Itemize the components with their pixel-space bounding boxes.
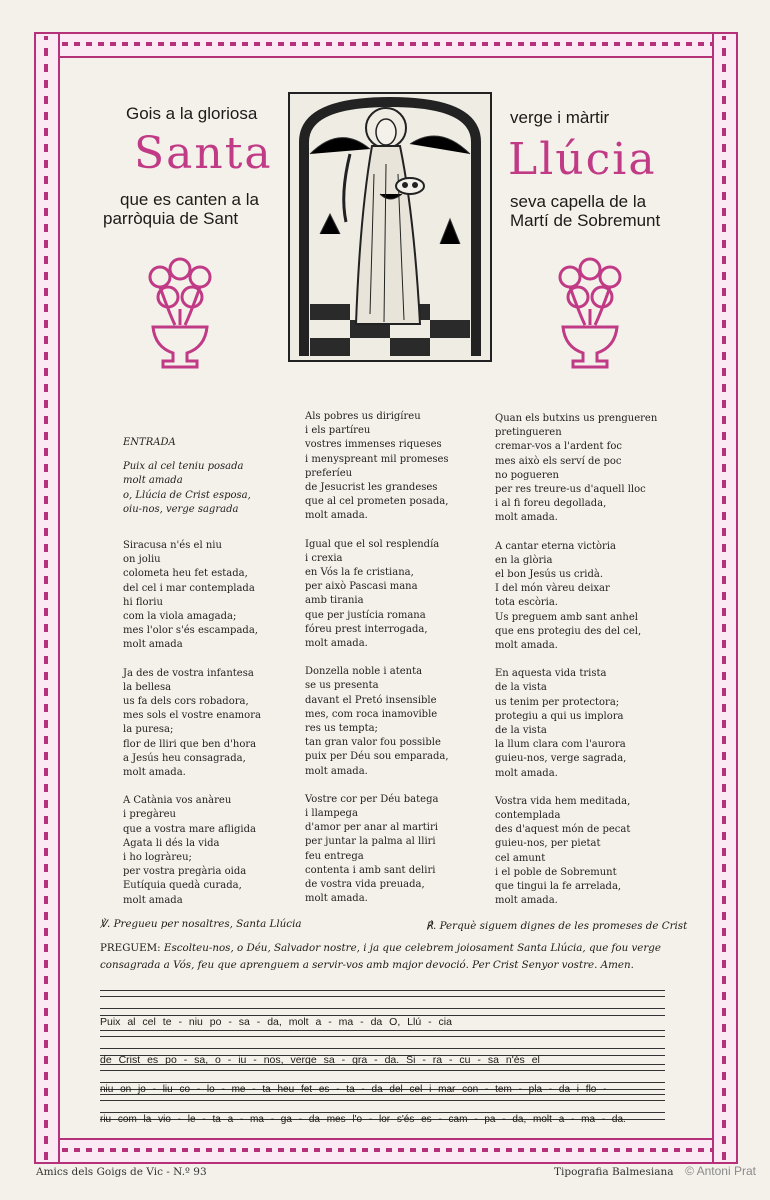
verse-line: Ja des de vostra infantesa — [123, 667, 254, 679]
verse-line: o, Llúcia de Crist esposa, — [123, 489, 251, 501]
verse-line: i els partíreu — [305, 425, 371, 437]
verse-line: i llampega — [305, 808, 358, 820]
flower-vase-left-icon — [135, 255, 225, 371]
verse-line: Us preguem amb sant anhel — [495, 611, 638, 623]
verse-line: que tingui la fe arrelada, — [495, 881, 622, 893]
verse-line: d'amor per anar al martiri — [305, 822, 438, 834]
verse-line: protegiu a qui us implora — [495, 710, 624, 722]
prayer-label: PREGUEM: — [100, 942, 161, 954]
verse-line: que ens protegiu des del cel, — [495, 625, 642, 637]
verse-line: i al fi foreu degollada, — [495, 498, 607, 510]
verse-line: que al cel prometen posada, — [305, 496, 449, 508]
watermark: © Antoni Prat — [685, 1164, 756, 1178]
verse-line: davant el Pretó insensible — [305, 694, 437, 706]
verse-line: la bellesa — [123, 681, 172, 693]
column-2 — [305, 410, 485, 921]
verse-line: vostres immenses riqueses — [305, 439, 442, 451]
prayer — [100, 940, 670, 974]
verse-line: Eutíquia quedà curada, — [123, 880, 242, 892]
verse-line: hi floriu — [123, 596, 163, 608]
stanza — [305, 410, 485, 524]
verse-line: colometa heu fet estada, — [123, 568, 248, 580]
verse-line: i ho logràreu; — [123, 852, 192, 864]
header-line1-left: Gois a la gloriosa — [126, 104, 258, 123]
column-1 — [123, 436, 293, 922]
verse-line: Quan els butxins us prengueren — [495, 413, 658, 424]
verse-line: molt amada — [123, 894, 183, 906]
verse-line: per vostra pregària oida — [123, 866, 247, 878]
verse-line: oiu-nos, verge sagrada — [123, 503, 239, 515]
verse-line: Vostre cor per Déu batega — [305, 793, 439, 805]
stanza — [123, 794, 293, 908]
verse-line: la puresa; — [123, 724, 174, 736]
verse-line: del cel i mar contemplada — [123, 582, 255, 594]
verse-line: Puix al cel teniu posada — [123, 461, 244, 473]
verse-line: En aquesta vida trista — [495, 668, 607, 680]
stanza — [495, 795, 670, 909]
verse-line: flor de lliri que ben d'hora — [123, 738, 257, 750]
verse-line: feu entrega — [305, 850, 364, 862]
verse-line: des d'aquest món de pecat — [495, 824, 631, 836]
verse-line: de la vista — [495, 682, 547, 694]
verse-line: per juntar la palma al lliri — [305, 836, 436, 848]
verse-line: de Jesucrist les grandeses — [305, 482, 438, 494]
saint-lucy-engraving — [288, 92, 492, 362]
music-lyrics-line: riu com la vio - le - ta a - ma - ga - da mes l'o - lor s'és es - cam - pa - da, molt a - ma - da. — [100, 1114, 626, 1125]
verse-line: molt amada. — [123, 767, 186, 779]
music-score — [100, 980, 670, 1130]
verse-line: us tenim per protectora; — [495, 696, 620, 708]
verse-line: i el poble de Sobremunt — [495, 866, 617, 878]
verse-line: de vostra vida preuada, — [305, 879, 425, 891]
verse-line: guieu-nos, verge sagrada, — [495, 753, 627, 765]
verse-line: per res treure-us d'aquell lloc — [495, 484, 646, 496]
verse-line: molt amada. — [305, 638, 368, 650]
verse-line: en Vós la fe cristiana, — [305, 567, 414, 579]
verse-line: tota escòria. — [495, 597, 558, 609]
entrada-stanza — [123, 436, 293, 517]
verse-line: molt amada. — [495, 895, 558, 907]
verse-line: i crexia — [305, 552, 343, 564]
verse-line: molt amada. — [305, 765, 368, 777]
response: ℟. Perquè siguem dignes de les promeses de Crist — [426, 920, 688, 932]
verse-line: per això Pascasi mana — [305, 581, 418, 593]
verse-line: mes sols el vostre enamora — [123, 710, 261, 722]
footer-left: Amics dels Goigs de Vic - N.º 93 — [36, 1166, 207, 1178]
stanza — [305, 665, 485, 779]
footer-right: Tipografia Balmesiana — [554, 1166, 674, 1178]
verse-line: preferíeu — [305, 467, 353, 479]
verse-line: molt amada. — [495, 767, 558, 779]
verse-line: guieu-nos, per pietat — [495, 838, 601, 850]
verse-line: molt amada. — [305, 893, 368, 905]
stanza — [495, 540, 670, 654]
verse-line: de la vista — [495, 725, 547, 737]
verse-line: contemplada — [495, 810, 561, 822]
verse-line: Vostra vida hem meditada, — [495, 795, 631, 807]
title-santa: Santa — [134, 128, 273, 179]
music-lyrics-line: Puix al cel te - niu po - sa - da, molt a - ma - da O, Llú - cia — [100, 1016, 452, 1028]
verse-line: a Jesús heu consagrada, — [123, 752, 246, 764]
music-lyrics-line: niu on jo - liu co - lo - me - ta heu fet es - ta - da del cel i mar con - tem - pla - da i flo - — [100, 1084, 607, 1095]
header-line3-left: parròquia de Sant — [103, 209, 239, 228]
stanza — [305, 793, 485, 907]
verse-line: molt amada. — [495, 512, 558, 524]
verse-line: Siracusa n'és el niu — [123, 540, 222, 552]
verse-line: molt amada — [123, 639, 183, 651]
stanza — [123, 667, 293, 781]
verse-line: tan gran valor fou possible — [305, 737, 441, 749]
border-right — [712, 32, 738, 1164]
stanza — [495, 667, 670, 781]
music-lyrics-line: de Crist es po - sa, o - iu - nos, verge sa - gra - da. Si - ra - cu - sa n'és el — [100, 1054, 540, 1066]
verse-line: mes, com roca inamovible — [305, 708, 438, 720]
verse-line: Igual que el sol resplendía — [305, 538, 440, 550]
versicle: ℣. Pregueu per nosaltres, Santa Llúcia — [100, 918, 302, 930]
verse-line: que per justícia romana — [305, 609, 426, 621]
verse-line: i pregàreu — [123, 809, 176, 821]
verse-line: A cantar eterna victòria — [495, 540, 616, 552]
verse-line: molt amada. — [305, 510, 368, 522]
verse-line: Als pobres us dirigíreu — [305, 411, 421, 422]
verse-line: A Catània vos anàreu — [123, 795, 232, 807]
verse-line: Agata li dés la vida — [123, 837, 220, 849]
verse-line: que a vostra mare afligida — [123, 823, 256, 835]
column-3 — [495, 412, 670, 923]
verse-line: molt amada — [123, 475, 183, 487]
entrada-heading: ENTRADA — [123, 437, 176, 448]
verse-line: com la viola amagada; — [123, 611, 237, 623]
music-staff — [100, 1030, 665, 1056]
verse-line: amb tirania — [305, 595, 364, 607]
verse-line: I del món vàreu deixar — [495, 583, 610, 595]
verse-line: se us presenta — [305, 680, 379, 692]
verse-line: cel amunt — [495, 852, 546, 864]
header-line1-right: verge i màrtir — [510, 108, 610, 127]
stanza — [305, 538, 485, 652]
verse-line: mes això els serví de poc — [495, 455, 622, 467]
border-top — [34, 32, 738, 58]
verse-line: on joliu — [123, 554, 161, 566]
verse-line: pretingueren — [495, 427, 562, 439]
verse-line: contenta i amb sant deliri — [305, 864, 436, 876]
header-line3-right: Martí de Sobremunt — [510, 211, 661, 230]
border-left — [34, 32, 60, 1164]
prayer-text: Escolteu-nos, o Déu, Salvador nostre, i ja que celebrem joiosament Santa Llúcia, que fou verge consagrada a Vós, feu que aprenguem a servir-vos amb major devoció. Per Crist Senyor vostre. Amen. — [100, 942, 661, 971]
stanza — [123, 539, 293, 653]
verse-line: mes l'olor s'és escampada, — [123, 625, 258, 637]
header-line2-left: que es canten a la — [120, 190, 259, 209]
verse-line: i menyspreant mil promeses — [305, 453, 449, 465]
verse-line: Donzella noble i atenta — [305, 666, 423, 678]
verse-line: en la glòria — [495, 554, 553, 566]
stanza — [495, 412, 670, 526]
verse-line: molt amada. — [495, 640, 558, 652]
verse-line: puix per Déu sou emparada, — [305, 751, 449, 763]
verse-line: no pogueren — [495, 469, 559, 481]
verse-line: cremar-vos a l'ardent foc — [495, 441, 622, 453]
verse-line: la llum clara com l'aurora — [495, 739, 626, 751]
title-llucia: Llúcia — [508, 134, 657, 185]
verse-line: fóreu prest interrogada, — [305, 623, 428, 635]
flower-vase-right-icon — [545, 255, 635, 371]
border-bottom — [34, 1138, 738, 1164]
verse-line: us fa dels cors robadora, — [123, 696, 249, 708]
verse-line: el bon Jesús us cridà. — [495, 569, 604, 581]
music-staff — [100, 990, 665, 1016]
header-line2-right: seva capella de la — [510, 192, 647, 211]
verse-line: res us tempta; — [305, 723, 378, 735]
